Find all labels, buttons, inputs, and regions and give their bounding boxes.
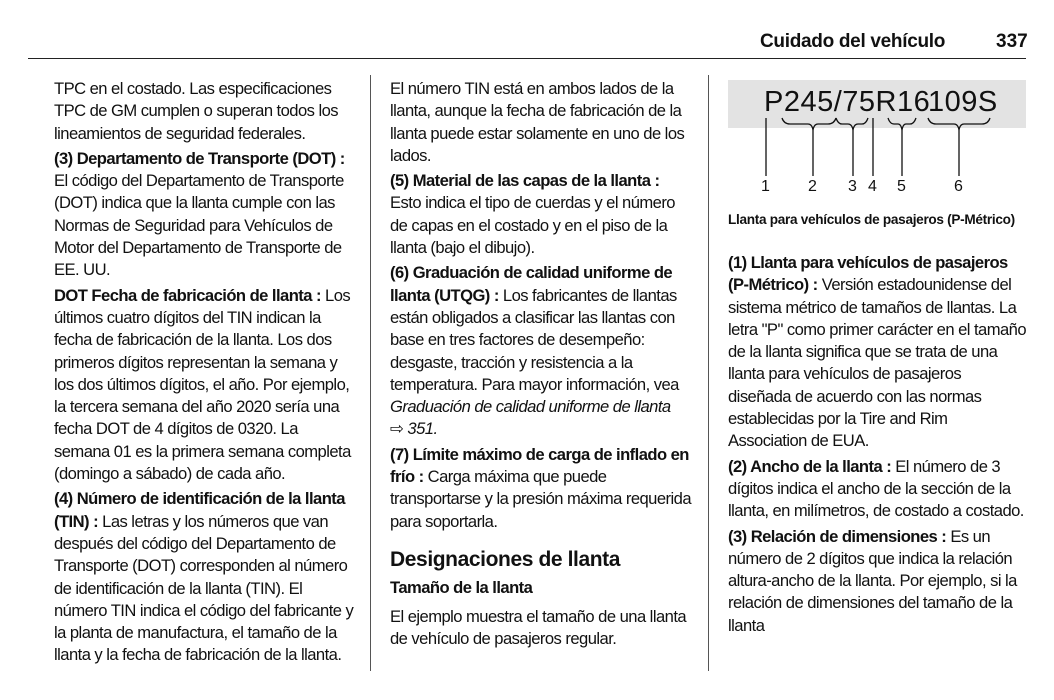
figure-caption: Llanta para vehículos de pasajeros (P-Métrico)	[728, 212, 1015, 227]
dot-text: El código del Departamento de Transporte (DOT) indica que la llanta cumple con las Normas de Seguridad para Vehículos de Motor del Departamento de Transporte de EE. UU.	[54, 171, 344, 280]
width-paragraph	[728, 456, 1028, 523]
load-paragraph	[390, 444, 692, 533]
ply-label: (5) Material de las capas de la llanta :	[390, 171, 660, 191]
callout-4: 4	[868, 178, 877, 195]
column-3	[728, 252, 1028, 640]
page-number: 337	[996, 31, 1028, 52]
tire-size-code: P245/75R16	[764, 86, 931, 118]
dot-date-label: DOT Fecha de fabricación de llanta :	[54, 285, 321, 305]
utqg-text: Los fabricantes de llantas están obligados a clasificar las llantas con base en tres factores de desempeño: desgaste, tracción y resistencia a la temperatura. Para mayor información, vea	[390, 285, 679, 394]
utqg-reference-link[interactable]: Graduación de calidad uniforme de llanta	[390, 397, 671, 417]
tin-text: Las letras y los números que van después del código del Departamento de Transporte (DOT) corresponden al número de identificación de la llanta (TIN). El número TIN indica el código del fabricante y la planta de manufactura, el tamaño de la llanta y la fecha de fabricación de la llanta.	[54, 511, 354, 665]
brace-3	[836, 118, 868, 130]
callout-5: 5	[897, 178, 906, 195]
dot-date-paragraph	[54, 285, 356, 486]
utqg-paragraph	[390, 262, 692, 440]
section-title: Designaciones de llanta	[390, 547, 621, 571]
ply-text: Esto indica el tipo de cuerdas y el número de capas en el costado y en el piso de la llanta (bajo el dibujo).	[390, 193, 675, 258]
header-rule	[28, 58, 1026, 59]
dot-date-text: Los últimos cuatro dígitos del TIN indican la fecha de fabricación de la llanta. Los dos primeros dígitos representan la semana y los dos últimos dígitos, el año. Por ejemplo, la tercera semana del año 2020 sería una fecha DOT de 4 dígitos de 0320. La semana 01 es la primera semana completa (domingo a sábado) de cada año.	[54, 285, 351, 484]
column-1	[54, 78, 356, 670]
tin-label: (4) Número de identificación de la llanta (TIN) :	[54, 489, 345, 531]
column-2	[390, 78, 692, 653]
tin-paragraph	[54, 488, 356, 666]
subheading: Tamaño de la llanta	[390, 578, 533, 598]
callout-3: 3	[848, 178, 857, 195]
aspect-ratio-text: Es un número de 2 dígitos que indica la relación altura-ancho de la llanta. Por ejemplo, si la relación de dimensiones del tamaño de la llanta	[728, 526, 1017, 635]
utqg-page-link[interactable]: ⇨ 351.	[390, 419, 438, 439]
brace-2	[782, 118, 836, 130]
example-paragraph: El ejemplo muestra el tamaño de una llanta de vehículo de pasajeros regular.	[390, 606, 687, 648]
column-divider-2	[708, 75, 709, 671]
tire-load-code: 109S	[928, 86, 998, 118]
utqg-label: (6) Graduación de calidad uniforme de llanta (UTQG) :	[390, 263, 673, 305]
dot-label: (3) Departamento de Transporte (DOT) :	[54, 148, 345, 168]
p-metric-text: Versión estadounidense del sistema métrico de tamaños de llantas. La letra "P" como primer carácter en el tamaño de la llanta significa que se trata de una llanta para vehículos de pasajeros diseñada de acuerdo con las normas establecidas por la Tire and Rim Association de EUA.	[728, 275, 1027, 451]
callout-lines	[728, 80, 1026, 206]
callout-6: 6	[954, 178, 963, 195]
width-label: (2) Ancho de la llanta :	[728, 456, 892, 476]
aspect-ratio-label: (3) Relación de dimensiones :	[728, 526, 947, 546]
load-text: Carga máxima que puede transportarse y la presión máxima requerida para soportarla.	[390, 467, 691, 531]
brace-6	[928, 118, 990, 130]
intro-paragraph: TPC en el costado. Las especificaciones TPC de GM cumplen o superan todos los lineamientos de seguridad federales.	[54, 79, 339, 143]
p-metric-paragraph	[728, 252, 1028, 453]
column-divider-1	[370, 75, 371, 671]
callout-2: 2	[808, 178, 817, 195]
dot-paragraph	[54, 148, 356, 282]
ply-paragraph	[390, 170, 692, 259]
load-label: (7) Límite máximo de carga de inflado en frío :	[390, 444, 689, 487]
tin-both-paragraph: El número TIN está en ambos lados de la llanta, aunque la fecha de fabricación de la llanta puede estar solamente en uno de los lados.	[390, 79, 685, 165]
callout-1: 1	[761, 178, 770, 195]
p-metric-label: (1) Llanta para vehículos de pasajeros (P-Métrico) :	[728, 253, 1008, 295]
header-title: Cuidado del vehículo	[760, 31, 946, 52]
brace-5	[888, 118, 916, 130]
tire-size-figure	[728, 80, 1026, 206]
aspect-ratio-paragraph	[728, 526, 1028, 637]
width-text: El número de 3 dígitos indica el ancho de la sección de la llanta, en milímetros, de costado a costado.	[728, 456, 1024, 521]
